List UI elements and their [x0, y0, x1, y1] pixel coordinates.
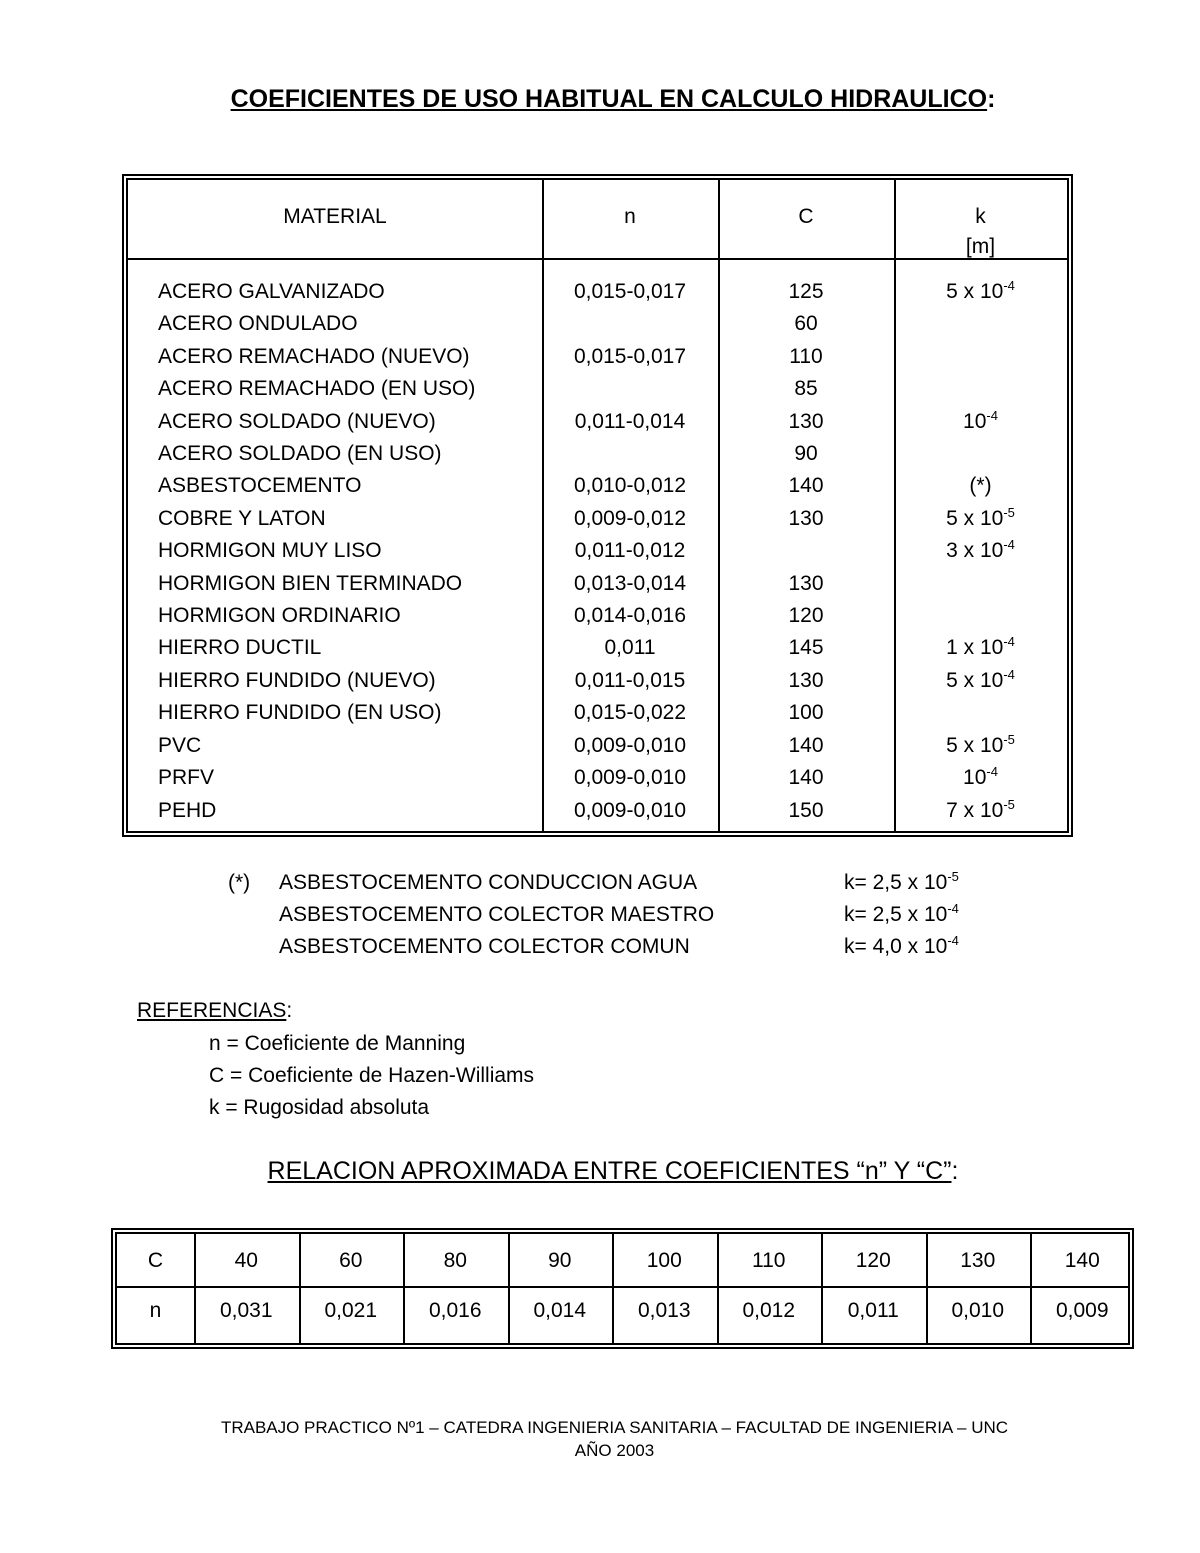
k-base: 7 x 10	[946, 798, 1004, 822]
k-base: 3 x 10	[946, 539, 1004, 563]
k-base: 10	[963, 766, 987, 790]
material-cell: HIERRO FUNDIDO (EN USO)	[158, 701, 442, 725]
material-cell: ACERO ONDULADO	[158, 312, 358, 336]
reference-item: C = Coeficiente de Hazen-Williams	[209, 1064, 535, 1087]
material-cell: ACERO REMACHADO (NUEVO)	[158, 344, 470, 368]
k-cell	[894, 665, 1067, 697]
c-cell: 140	[788, 474, 824, 498]
n-cell: 0,015-0,022	[573, 701, 687, 725]
note-label: ASBESTOCEMENTO COLECTOR COMUN	[279, 935, 690, 958]
header-k	[894, 202, 1067, 262]
header-c: C	[798, 205, 814, 228]
n-cell: 0,014-0,016	[573, 604, 687, 628]
k-cell	[894, 503, 1067, 535]
k-column	[894, 276, 1067, 827]
c-cell: 130	[788, 506, 824, 530]
page-title	[0, 85, 1200, 114]
n-value-cell: 0,016	[428, 1299, 482, 1322]
material-cell: ACERO REMACHADO (EN USO)	[158, 377, 476, 401]
c-value-cell: 140	[1064, 1249, 1100, 1272]
c-cell: 100	[788, 701, 824, 725]
n-cell: 0,011-0,015	[574, 668, 686, 692]
notes-labels	[279, 867, 714, 963]
c-value-cell: 40	[234, 1249, 258, 1272]
relation-table	[111, 1228, 1134, 1349]
references-heading-text: REFERENCIAS	[137, 999, 287, 1022]
k-exponent: -5	[1003, 504, 1015, 520]
k-cell	[894, 632, 1067, 664]
note-k-base: k= 4,0 x 10	[844, 935, 948, 958]
n-cell: 0,013-0,014	[573, 571, 687, 595]
header-n: n	[624, 205, 636, 228]
n-value-cell: 0,010	[951, 1299, 1005, 1322]
c-value-cell: 90	[548, 1249, 572, 1272]
k-exponent: -4	[1003, 666, 1015, 682]
n-cell: 0,011-0,014	[574, 409, 686, 433]
row-divider	[117, 1286, 1128, 1288]
references-list	[209, 1028, 534, 1124]
k-cell	[894, 341, 1067, 373]
reference-item: n = Coeficiente de Manning	[209, 1032, 466, 1055]
coefficients-table	[122, 174, 1073, 837]
n-value-cell: 0,012	[742, 1299, 796, 1322]
c-cell: 110	[789, 344, 823, 368]
k-cell	[894, 438, 1067, 470]
c-column	[718, 276, 894, 827]
c-cell: 90	[794, 442, 818, 466]
note-k-exponent: -5	[947, 869, 959, 884]
n-value-cell: 0,009	[1055, 1299, 1109, 1322]
n-cell: 0,009-0,012	[573, 506, 687, 530]
k-cell	[894, 276, 1067, 308]
k-exponent: -4	[986, 407, 998, 423]
note-k-exponent: -4	[947, 901, 959, 916]
c-cell: 145	[788, 636, 824, 660]
k-cell	[894, 535, 1067, 567]
section-subtitle-text: RELACION APROXIMADA ENTRE COEFICIENTES “n” Y “C”	[267, 1157, 952, 1185]
header-k-symbol: k	[975, 205, 986, 228]
c-cell: 120	[788, 604, 824, 628]
k-cell	[894, 600, 1067, 632]
n-cell: 0,010-0,012	[573, 474, 687, 498]
c-cell: 130	[788, 409, 824, 433]
k-exponent: -4	[986, 764, 998, 780]
c-cell: 140	[788, 733, 824, 757]
footer-line-1: TRABAJO PRACTICO Nº1 – CATEDRA INGENIERIA SANITARIA – FACULTAD DE INGENIERIA – UNC	[220, 1418, 1009, 1437]
n-cell: 0,011	[604, 636, 656, 660]
references-heading	[137, 995, 292, 1027]
material-cell: PVC	[158, 733, 202, 757]
k-exponent: -5	[1003, 796, 1015, 812]
n-cell: 0,009-0,010	[573, 798, 687, 822]
material-cell: HORMIGON ORDINARIO	[158, 604, 401, 628]
c-cell: 60	[794, 312, 818, 336]
c-cell	[718, 535, 894, 567]
k-exponent: -4	[1003, 537, 1015, 553]
section-subtitle	[0, 1157, 1200, 1186]
n-cell: 0,009-0,010	[573, 733, 687, 757]
n-cell	[542, 438, 718, 470]
page-title-text: COEFICIENTES DE USO HABITUAL EN CALCULO HIDRAULICO	[230, 85, 988, 113]
n-value-cell: 0,014	[533, 1299, 587, 1322]
page-title-colon: :	[987, 85, 996, 113]
header-material: MATERIAL	[283, 205, 387, 228]
k-base: 1 x 10	[946, 636, 1004, 660]
k-cell	[894, 730, 1067, 762]
c-cell: 130	[788, 668, 824, 692]
c-value-cell: 80	[443, 1249, 467, 1272]
n-cell: 0,009-0,010	[573, 766, 687, 790]
k-cell	[894, 795, 1067, 827]
footer-line-2: AÑO 2003	[574, 1441, 655, 1460]
c-cell: 85	[794, 377, 818, 401]
k-exponent: -4	[1003, 634, 1015, 650]
material-cell: ASBESTOCEMENTO	[158, 474, 362, 498]
row-label-c: C	[147, 1249, 164, 1272]
n-value-cell: 0,031	[219, 1299, 273, 1322]
n-cell	[542, 308, 718, 340]
k-cell	[894, 373, 1067, 405]
n-value-cell: 0,021	[324, 1299, 378, 1322]
c-cell: 125	[788, 280, 824, 303]
note-value	[844, 931, 959, 963]
c-value-cell: 120	[855, 1249, 891, 1272]
material-cell: ACERO GALVANIZADO	[158, 280, 385, 303]
k-cell	[894, 762, 1067, 794]
k-base: 5 x 10	[946, 668, 1004, 692]
c-value-cell: 110	[752, 1249, 786, 1272]
references-heading-colon: :	[286, 999, 293, 1022]
k-base: 10	[963, 409, 987, 433]
note-k-base: k= 2,5 x 10	[844, 903, 948, 926]
k-exponent: -4	[1003, 278, 1015, 293]
k-cell	[894, 470, 1067, 502]
material-cell: ACERO SOLDADO (EN USO)	[158, 442, 442, 466]
material-cell: HORMIGON MUY LISO	[158, 539, 382, 563]
material-cell: PRFV	[158, 766, 215, 790]
c-cell: 140	[788, 766, 824, 790]
k-base: 5 x 10	[946, 733, 1004, 757]
note-value	[844, 867, 959, 899]
note-label: ASBESTOCEMENTO COLECTOR MAESTRO	[279, 903, 715, 926]
section-subtitle-colon: :	[951, 1157, 959, 1185]
note-k-base: k= 2,5 x 10	[844, 871, 948, 894]
material-cell: COBRE Y LATON	[158, 506, 326, 530]
c-value-cell: 130	[960, 1249, 996, 1272]
n-cell: 0,015-0,017	[573, 344, 687, 368]
k-cell	[894, 697, 1067, 729]
c-value-cell: 100	[646, 1249, 682, 1272]
material-cell: HIERRO DUCTIL	[158, 636, 322, 660]
header-k-unit: [m]	[965, 235, 996, 258]
n-value-cell: 0,013	[637, 1299, 691, 1322]
k-base: (*)	[969, 474, 992, 498]
material-cell: PEHD	[158, 798, 217, 822]
n-cell: 0,015-0,017	[573, 280, 687, 303]
notes-values	[844, 867, 959, 963]
material-column	[158, 276, 475, 827]
material-cell: HIERRO FUNDIDO (NUEVO)	[158, 668, 436, 692]
material-cell: ACERO SOLDADO (NUEVO)	[158, 409, 436, 433]
c-value-cell: 60	[339, 1249, 363, 1272]
k-base: 5 x 10	[946, 506, 1004, 530]
k-exponent: -5	[1003, 731, 1015, 747]
k-base: 5 x 10	[946, 280, 1004, 303]
reference-item: k = Rugosidad absoluta	[209, 1096, 430, 1119]
k-cell	[894, 308, 1067, 340]
note-marker: (*)	[228, 871, 251, 894]
n-column	[542, 276, 718, 827]
c-cell: 150	[788, 798, 824, 822]
k-cell	[894, 406, 1067, 438]
material-cell: HORMIGON BIEN TERMINADO	[158, 571, 463, 595]
note-k-exponent: -4	[947, 933, 959, 948]
note-value	[844, 899, 959, 931]
n-cell	[542, 373, 718, 405]
k-cell	[894, 568, 1067, 600]
n-value-cell: 0,011	[847, 1299, 899, 1322]
row-label-n: n	[149, 1299, 162, 1322]
c-cell: 130	[788, 571, 824, 595]
note-label: ASBESTOCEMENTO CONDUCCION AGUA	[279, 871, 698, 894]
n-cell: 0,011-0,012	[574, 539, 686, 563]
